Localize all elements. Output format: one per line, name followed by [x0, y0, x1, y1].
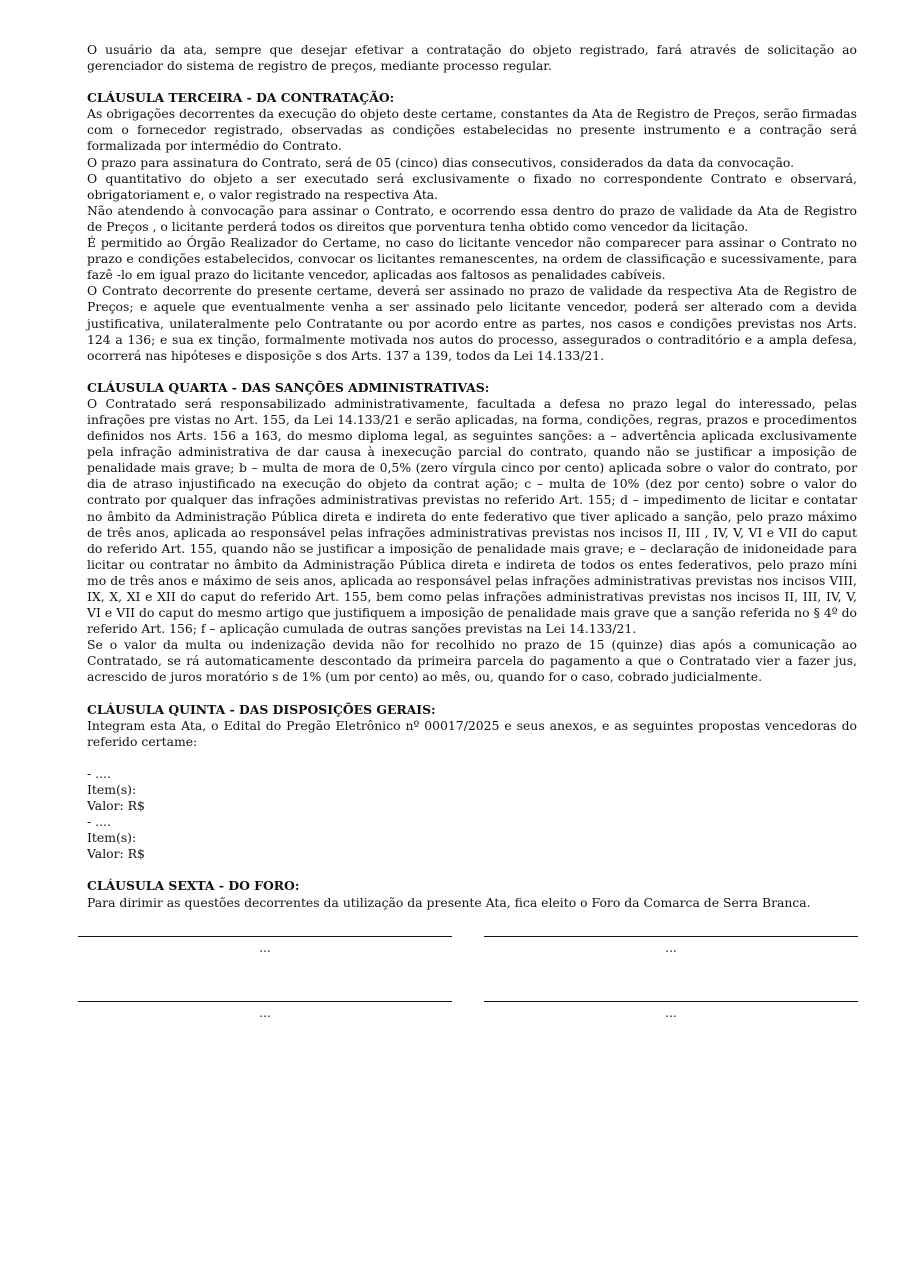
signature-line-left: ... [78, 1001, 452, 1066]
clausula-sexta [87, 878, 857, 910]
clausula-quarta-title: CLÁUSULA QUARTA - DAS SANÇÕES ADMINISTRATIVAS: [87, 379, 490, 395]
clausula-quinta-paragraph: Integram esta Ata, o Edital do Pregão Eletrônico nº 00017/2025 e seus anexos, e as seguintes propostas vencedoras do referido certame: [87, 717, 857, 749]
clausula-terceira-paragraph: É permitido ao Órgão Realizador do Certame, no caso do licitante vencedor não comparecer para assinar o Contrato no prazo e condições estabelecidos, convocar os licitantes remanescentes, na ordem de classificação e sucessivamente, para fazê -lo em igual prazo do licitante vencedor, aplicadas aos faltosos as penalidades cabíveis. [87, 235, 857, 283]
clausula-sexta-title: CLÁUSULA SEXTA - DO FORO: [87, 878, 300, 894]
clausula-terceira-paragraph: O prazo para assinatura do Contrato, será de 05 (cinco) dias consecutivos, considerados da data da convocação. [87, 154, 795, 170]
spacer [87, 74, 857, 90]
spacer [87, 686, 857, 702]
signature-line-right: ... [484, 936, 858, 1001]
clausula-sexta-paragraph: Para dirimir as questões decorrentes da utilização da presente Ata, fica eleito o Foro da Comarca de Serra Branca. [87, 894, 811, 910]
clausula-terceira [87, 90, 857, 364]
proposal-value: Valor: R$ [87, 846, 145, 862]
spacer [87, 364, 857, 380]
clausula-terceira-paragraph: Não atendendo à convocação para assinar o Contrato, e ocorrendo essa dentro do prazo de validade da Ata de Registro de Preços , o licitante perderá todos os direitos que porventura tenha obtido como vencedor da licitação. [87, 202, 857, 234]
proposal-name: - .... [87, 814, 111, 830]
clausula-terceira-title: CLÁUSULA TERCEIRA - DA CONTRATAÇÃO: [87, 90, 395, 106]
proposal-value: Valor: R$ [87, 798, 145, 814]
clausula-terceira-paragraph: O Contrato decorrente do presente certame, deverá ser assinado no prazo de validade da respectiva Ata de Registro de Preços; e aquele que eventualmente venha a ser assinado pelo licitante vencedor, poderá ser alterado com a devida justificativa, unilateralmente pelo Contratante ou por acordo entre as partes, nos casos e condições previstas nos Arts. 124 a 136; e sua ex tinção, formalmente motivada nos autos do processo, assegurados o contraditório e a ampla defesa, ocorrerá nas hipóteses e disposiçõe s dos Arts. 137 a 139, todos da Lei 14.133/21. [87, 283, 857, 363]
signature-line-left: ... [78, 936, 452, 1001]
clausula-terceira-paragraph: As obrigações decorrentes da execução do objeto deste certame, constantes da Ata de Registro de Preços, serão firmadas com o fornecedor registrado, observadas as condições estabelecidas no presente instrumento e a contração será formalizada por intermédio do Contrato. [87, 106, 857, 154]
clausula-quarta [87, 380, 857, 686]
clausula-quinta [87, 702, 857, 863]
signature-area [78, 936, 858, 1066]
signature-row [78, 936, 858, 1001]
spacer [87, 750, 857, 766]
clausula-quinta-title: CLÁUSULA QUINTA - DAS DISPOSIÇÕES GERAIS: [87, 701, 436, 717]
proposal-name: - .... [87, 765, 111, 781]
clausula-quarta-paragraph: O Contratado será responsabilizado administrativamente, facultada a defesa no prazo legal do interessado, pelas infrações pre vistas no Art. 155, da Lei 14.133/21 e serão aplicadas, na forma, condições, regras, prazos e procedimentos definidos nos Arts. 156 a 163, do mesmo diploma legal, as seguintes sanções: a – advertência aplicada exclusivamente pela infração administrativa de dar causa à inexecução parcial do contrato, quando não se justificar a imposição de penalidade mais grave; b – multa de mora de 0,5% (zero vírgula cinco por cento) aplicada sobre o valor do contrato, por dia de atraso injustificado na execução do objeto da contrat ação; c – multa de 10% (dez por cento) sobre o valor do contrato por qualquer das infrações administrativas previstas no referido Art. 155; d – impedimento de licitar e contatar no âmbito da Administração Pública direta e indireta do ente federativo que tiver aplicado a sanção, pelo prazo máximo de três anos, aplicada ao responsável pelas infrações administrativas previstas nos incisos II, III , IV, V, VI e VII do caput do referido Art. 155, quando não se justificar a imposição de penalidade mais grave; e – declaração de inidoneidade para licitar ou contratar no âmbito da Administração Pública direta e indireta de todos os entes federativos, pelo prazo míni mo de três anos e máximo de seis anos, aplicada ao responsável pelas infrações administrativas previstas nos incisos VIII, IX, X, XI e XII do caput do referido Art. 155, bem como pelas infrações administrativas previstas nos incisos II, III, IV, V, VI e VII do caput do mesmo artigo que justifiquem a imposição de penalidade mais grave que a sanção referida no § 4º do referido Art. 156; f – aplicação cumulada de outras sanções previstas na Lei 14.133/21. [87, 395, 857, 637]
document-page [87, 42, 857, 911]
signature-line-right: ... [484, 1001, 858, 1066]
spacer [87, 862, 857, 878]
proposal-items: Item(s): [87, 830, 137, 846]
intro-paragraph: O usuário da ata, sempre que desejar efetivar a contratação do objeto registrado, fará através de solicitação ao gerenciador do sistema de registro de preços, mediante processo regular. [87, 42, 857, 74]
signature-row [78, 1001, 858, 1066]
proposal-items: Item(s): [87, 781, 137, 797]
clausula-quarta-paragraph: Se o valor da multa ou indenização devida não for recolhido no prazo de 15 (quinze) dias após a comunicação ao Contratado, se rá automaticamente descontado da primeira parcela do pagamento a que o Contratado vier a fazer jus, acrescido de juros moratório s de 1% (um por cento) ao mês, ou, quando for o caso, cobrado judicialmente. [87, 637, 857, 685]
clausula-terceira-paragraph: O quantitativo do objeto a ser executado será exclusivamente o fixado no correspondente Contrato e observará, obrigatoriament e, o valor registrado na respectiva Ata. [87, 170, 857, 202]
